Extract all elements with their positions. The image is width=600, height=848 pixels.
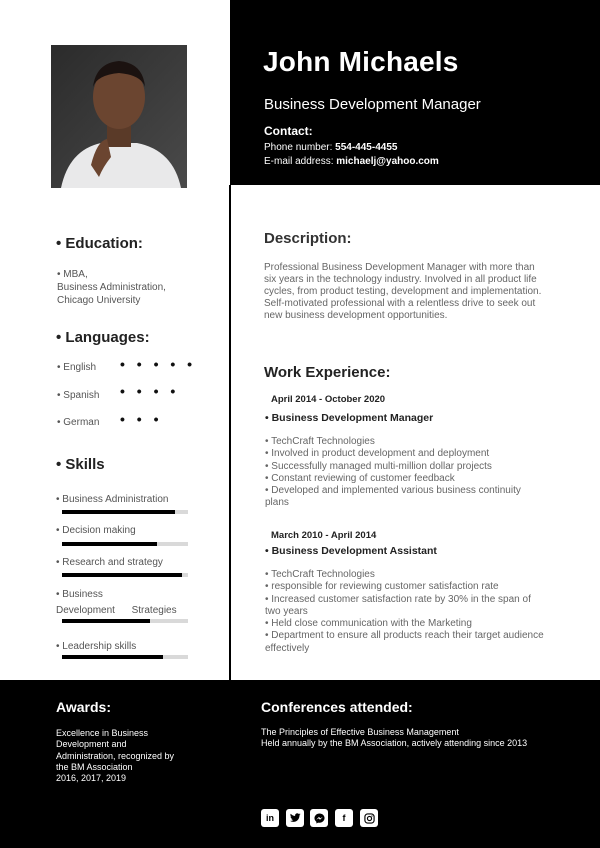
job-bullet: • TechCraft Technologies [265,436,375,447]
education-line: Business Administration, [57,282,166,293]
email-value: michaelj@yahoo.com [336,156,439,167]
candidate-name: John Michaels [263,46,459,77]
messenger-icon[interactable] [310,809,328,827]
job-dates: March 2010 - April 2014 [271,530,377,541]
job-bullets [265,569,545,655]
job-bullet: • Developed and implemented various business continuity plans [265,485,521,509]
skill-label: • Leadership skills [56,641,137,652]
education-line: • MBA, [57,269,88,280]
contact-phone [264,142,397,153]
job-dates: April 2014 - October 2020 [271,394,386,405]
job-bullet: • Held close communication with the Marketing [265,618,472,630]
skill-label: • Business [56,589,103,600]
skill-bar [62,573,188,577]
skill-label: • Research and strategy [56,557,163,568]
facebook-icon[interactable]: f [335,809,353,827]
job-title: • Business Development Assistant [265,545,437,557]
conferences-text [261,727,581,750]
language-german: • German [57,417,100,428]
language-german-rating: • • • [120,411,163,427]
skill-level [62,619,150,623]
awards-line: Administration, recognized by [56,750,175,761]
linkedin-icon[interactable]: in [261,809,279,827]
job-bullet: • Involved in product development and deployment [265,448,490,460]
skill-bar [62,655,188,659]
job-bullet: • Successfully managed multi-million dollar projects [265,460,492,472]
skill-bar [62,510,188,514]
skill-level [62,510,175,514]
education-line: Chicago University [57,295,141,306]
skill-bar [62,542,188,546]
skill-level [62,542,157,546]
twitter-icon[interactable] [286,809,304,827]
work-experience-heading: Work Experience: [264,364,391,381]
conference-line: The Principles of Effective Business Management [261,727,459,737]
awards-line: the BM Association [56,761,133,772]
job-bullet: • Department to ensure all products reach their target audience effectively [265,630,544,654]
language-english: • English [57,362,97,373]
skill-label: • Business Administration [56,494,169,505]
profile-photo [51,45,187,188]
conferences-heading: Conferences attended: [261,699,413,715]
phone-value: 554-445-4455 [335,142,398,153]
awards-line: Excellence in Business [56,728,149,738]
job-bullet: • Increased customer satisfaction rate by 30% in the span of two years [265,593,531,617]
awards-line: 2016, 2017, 2019 [56,773,127,784]
contact-heading: Contact: [264,124,313,138]
candidate-role: Business Development Manager [264,96,481,113]
column-divider [229,185,231,680]
job-bullet: • TechCraft Technologies [265,569,375,580]
description-text: Professional Business Development Manager with more than six years in the technology industry. Involved in all product life cycles, from product testing, development and implementation. Self-motivated professional with a relentless drive to seek out new business development opportunities. [264,262,542,321]
awards-line: Development and [56,739,127,750]
language-spanish-rating: • • • • [120,383,180,399]
email-label: E-mail address: [264,156,334,167]
skill-label: Development Strategies [56,605,177,616]
job-bullet: • responsible for reviewing customer satisfaction rate [265,581,499,593]
language-spanish: • Spanish [57,390,100,401]
job-bullets [265,436,545,510]
awards-heading: Awards: [56,699,111,715]
skills-heading: • Skills [56,456,105,473]
job-bullet: • Constant reviewing of customer feedback [265,472,455,484]
skill-level [62,573,182,577]
description-heading: Description: [264,230,352,247]
skill-level [62,655,163,659]
contact-email [264,156,439,167]
language-english-rating: • • • • • [120,356,197,372]
languages-heading: • Languages: [56,329,150,346]
education-heading: • Education: [56,235,143,252]
education-details [57,268,217,307]
job-title: • Business Development Manager [265,412,434,424]
skill-bar [62,619,188,623]
skill-label: • Decision making [56,525,136,536]
awards-text [56,728,216,784]
conference-line: Held annually by the BM Association, actively attending since 2013 [261,738,528,749]
instagram-icon[interactable] [360,809,378,827]
phone-label: Phone number: [264,142,333,153]
